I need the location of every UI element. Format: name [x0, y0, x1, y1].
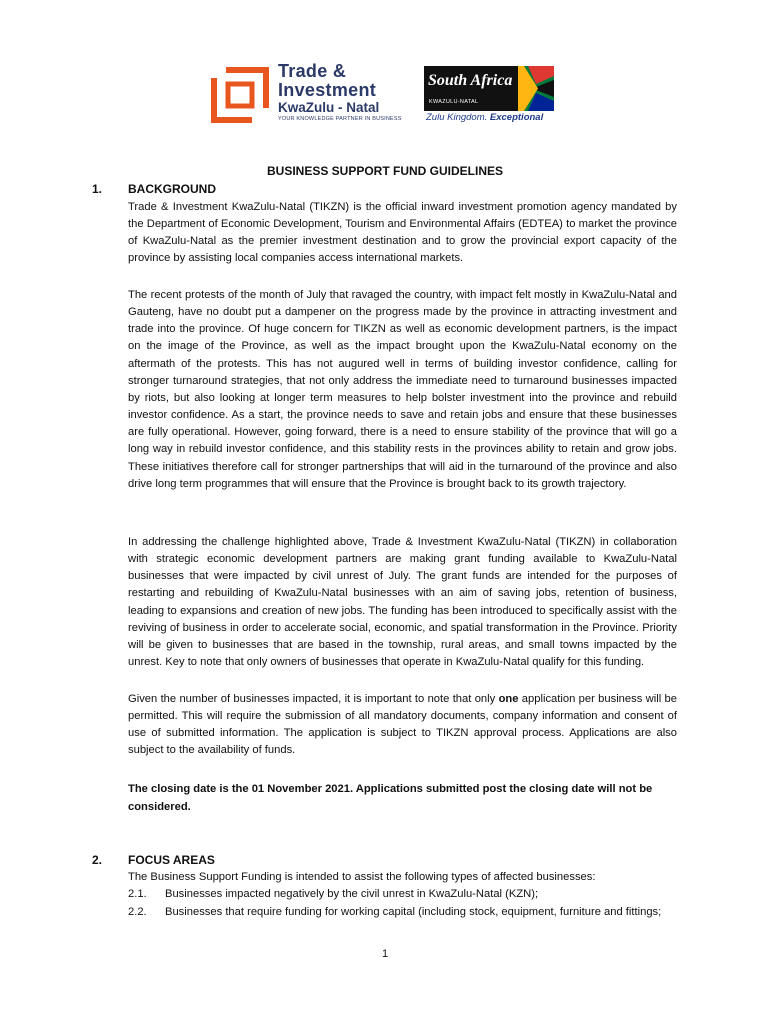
tikzn-logo-line3: KwaZulu - Natal: [278, 100, 380, 115]
list-item: [128, 906, 661, 918]
tagline-plain: Zulu Kingdom.: [426, 112, 490, 123]
section-2-heading: FOCUS AREAS: [128, 853, 215, 867]
background-paragraph-4: [128, 691, 677, 760]
para4-after: application per business will be permitted. This will require the submission of all mandatory documents, company information and consent of use of submitted information. The application is subject to TIKZN approval process. Applications are also subject to the availability of funds.: [128, 693, 677, 757]
tikzn-logo: [208, 62, 418, 128]
document-title: BUSINESS SUPPORT FUND GUIDELINES: [266, 164, 504, 178]
tikzn-logo-tagline: YOUR KNOWLEDGE PARTNER IN BUSINESS: [278, 116, 402, 122]
south-africa-brand-name: South Africa: [428, 72, 513, 89]
south-africa-brand-sub: KWAZULU-NATAL: [429, 99, 479, 105]
list-item-text: Businesses impacted negatively by the civil unrest in KwaZulu-Natal (KZN);: [165, 888, 539, 900]
background-paragraph-2: The recent protests of the month of July that ravaged the country, with impact felt mostly in KwaZulu-Natal and Gauteng, have no doubt put a dampener on the progress made by the province in attracting investment and trade into the province. Of huge concern for TIKZN as well as economic development partners, is the impact on the image of the Province, as well as the impact brought upon the KwaZulu-Natal economy on the aftermath of the protests. This has not augured well in terms of building investor confidence, calling for stronger turnaround strategies, that not only address the immediate need to turnaround businesses impacted by riots, but also looking at longer term measures to help bolster investment into the province and rebuild investor confidence. As a start, the province needs to save and retain jobs and ensure that these businesses are fully operational. However, going forward, there is a need to ensure stability of the province that will go a long way in rebuild investor confidence, and this stability rests in the provinces ability to retain and grow jobs. These initiatives therefore call for stronger partnerships that will aid in the turnaround of the province and also drive long term programmes that will ensure that the Province is brought back to its growth trajectory.: [128, 289, 677, 490]
section-1-number: 1.: [92, 182, 103, 196]
section-1-heading: BACKGROUND: [128, 182, 216, 196]
south-africa-logo: [424, 66, 554, 126]
list-item-number: 2.1.: [128, 888, 147, 900]
background-paragraph-3: In addressing the challenge highlighted above, Trade & Investment KwaZulu-Natal (TIKZN) in collaboration with strategic economic development partners are making grant funding available to KwaZulu-Natal businesses that were impacted by civil unrest of July. The grant funds are intended for the purposes of restarting and rebuilding of KwaZulu-Natal businesses with an aim of saving jobs, retention of business, leading to expansions and creation of new jobs. The funding has been introduced to specifically assist with the reviving of business in order to accelerate social, economic, and spatial transformation in the Province. Priority will be given to businesses that are based in the township, rural areas, and small towns impacted by the unrest. Key to note that only owners of businesses that operate in KwaZulu-Natal qualify for this funding.: [128, 536, 677, 669]
tikzn-logo-line2: Investment: [278, 80, 377, 100]
tikzn-logo-line1: Trade &: [278, 61, 347, 81]
background-paragraph-1: Trade & Investment KwaZulu-Natal (TIKZN) is the official inward investment promotion agency mandated by the Department of Economic Development, Tourism and Environmental Affairs (EDTEA) to market the province of KwaZulu-Natal as the premier investment destination and to grow the provincial export capacity of the province by assisting local companies access international markets.: [128, 201, 677, 265]
focus-areas-intro: The Business Support Funding is intended to assist the following types of affected businesses:: [128, 871, 596, 883]
list-item: [128, 888, 538, 900]
tagline-bold: Exceptional: [489, 112, 544, 123]
page-number: 1: [381, 948, 389, 960]
tikzn-square-mark-icon: [208, 64, 274, 126]
south-africa-flag-icon: [518, 66, 554, 111]
section-2-number: 2.: [92, 853, 103, 867]
list-item-text: Businesses that require funding for working capital (including stock, equipment, furniture and fittings;: [165, 906, 662, 918]
list-item-number: 2.2.: [128, 906, 147, 918]
south-africa-brand-block: [424, 66, 554, 111]
para4-bold: one: [498, 693, 519, 705]
para4-before: Given the number of businesses impacted, it is important to note that only: [128, 693, 499, 705]
south-africa-tagline: [426, 112, 543, 123]
closing-date-notice: The closing date is the 01 November 2021. Applications submitted post the closing date will not be considered.: [128, 783, 653, 813]
